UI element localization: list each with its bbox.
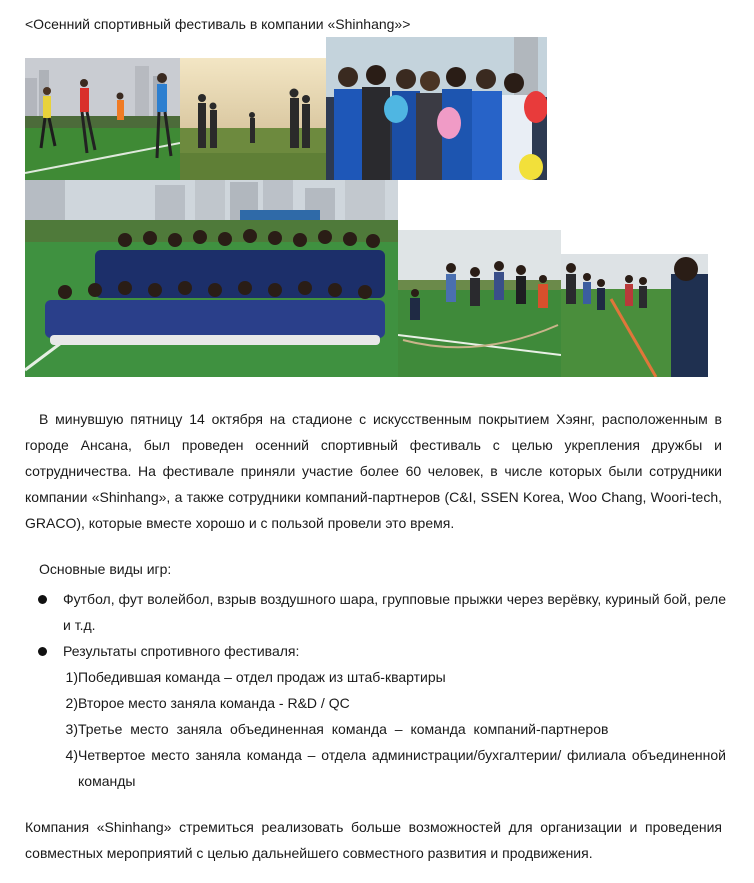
bullet-list — [38, 586, 726, 794]
article-title: <Осенний спортивный фестиваль в компании «Shinhang»> — [25, 16, 411, 32]
photo-group-with-balloons — [326, 37, 547, 180]
bullet-icon — [38, 647, 47, 656]
conclusion-paragraph: Компания «Shinhang» стремиться реализовать больше возможностей для организации и проведения совместных мероприятий с целью дальнейшего совместного развития и продвижения. — [25, 819, 722, 861]
result-text: Победившая команда – отдел продаж из штаб-квартиры — [78, 669, 446, 685]
result-item — [63, 742, 726, 794]
intro-paragraph: В минувшую пятницу 14 октября на стадионе с искусственным покрытием Хэянг, расположенным в городе Ансана, был проведен осенний спортивный фестиваль с целью укрепления дружбы и сотрудничества. На фестивале приняли участие более 60 человек, в числе которых были сотрудники компании «Shinhang», а также сотрудники компаний-партнеров (C&I, SSEN Korea, Woo Chang, Woori-tech, GRACO), которые вместе хорошо и с пользой провели это время. — [25, 411, 722, 531]
games-text: Футбол, фут волейбол, взрыв воздушного шара, групповые прыжки через верёвку, куриный бой, реле и т.д. — [63, 591, 726, 633]
result-number: 1) — [65, 669, 78, 685]
result-number: 4) — [65, 747, 78, 763]
result-item — [63, 664, 726, 690]
results-list — [63, 664, 726, 794]
result-text: Третье место заняла объединенная команда – команда компаний-партнеров — [78, 721, 609, 737]
result-number: 2) — [65, 695, 78, 711]
results-heading: Результаты спротивного фестиваля: — [63, 643, 300, 659]
bullet-item-results — [38, 638, 726, 794]
result-text: Четвертое место заняла команда – отдела администрации/бухгалтерии/ филиала объединенной команды — [78, 747, 726, 789]
photo-rope-game-closeup — [561, 254, 708, 377]
result-text: Второе место заняла команда - R&D / QC — [78, 695, 350, 711]
photo-players-at-sunset — [180, 58, 326, 180]
photo-football-players — [25, 58, 180, 180]
bullet-item-games — [38, 586, 726, 638]
games-heading: Основные виды игр: — [39, 561, 172, 577]
result-item — [63, 690, 726, 716]
photo-team-group — [25, 180, 398, 377]
photo-jump-rope-game — [398, 230, 561, 377]
result-number: 3) — [65, 721, 78, 737]
bullet-icon — [38, 595, 47, 604]
result-item — [63, 716, 726, 742]
